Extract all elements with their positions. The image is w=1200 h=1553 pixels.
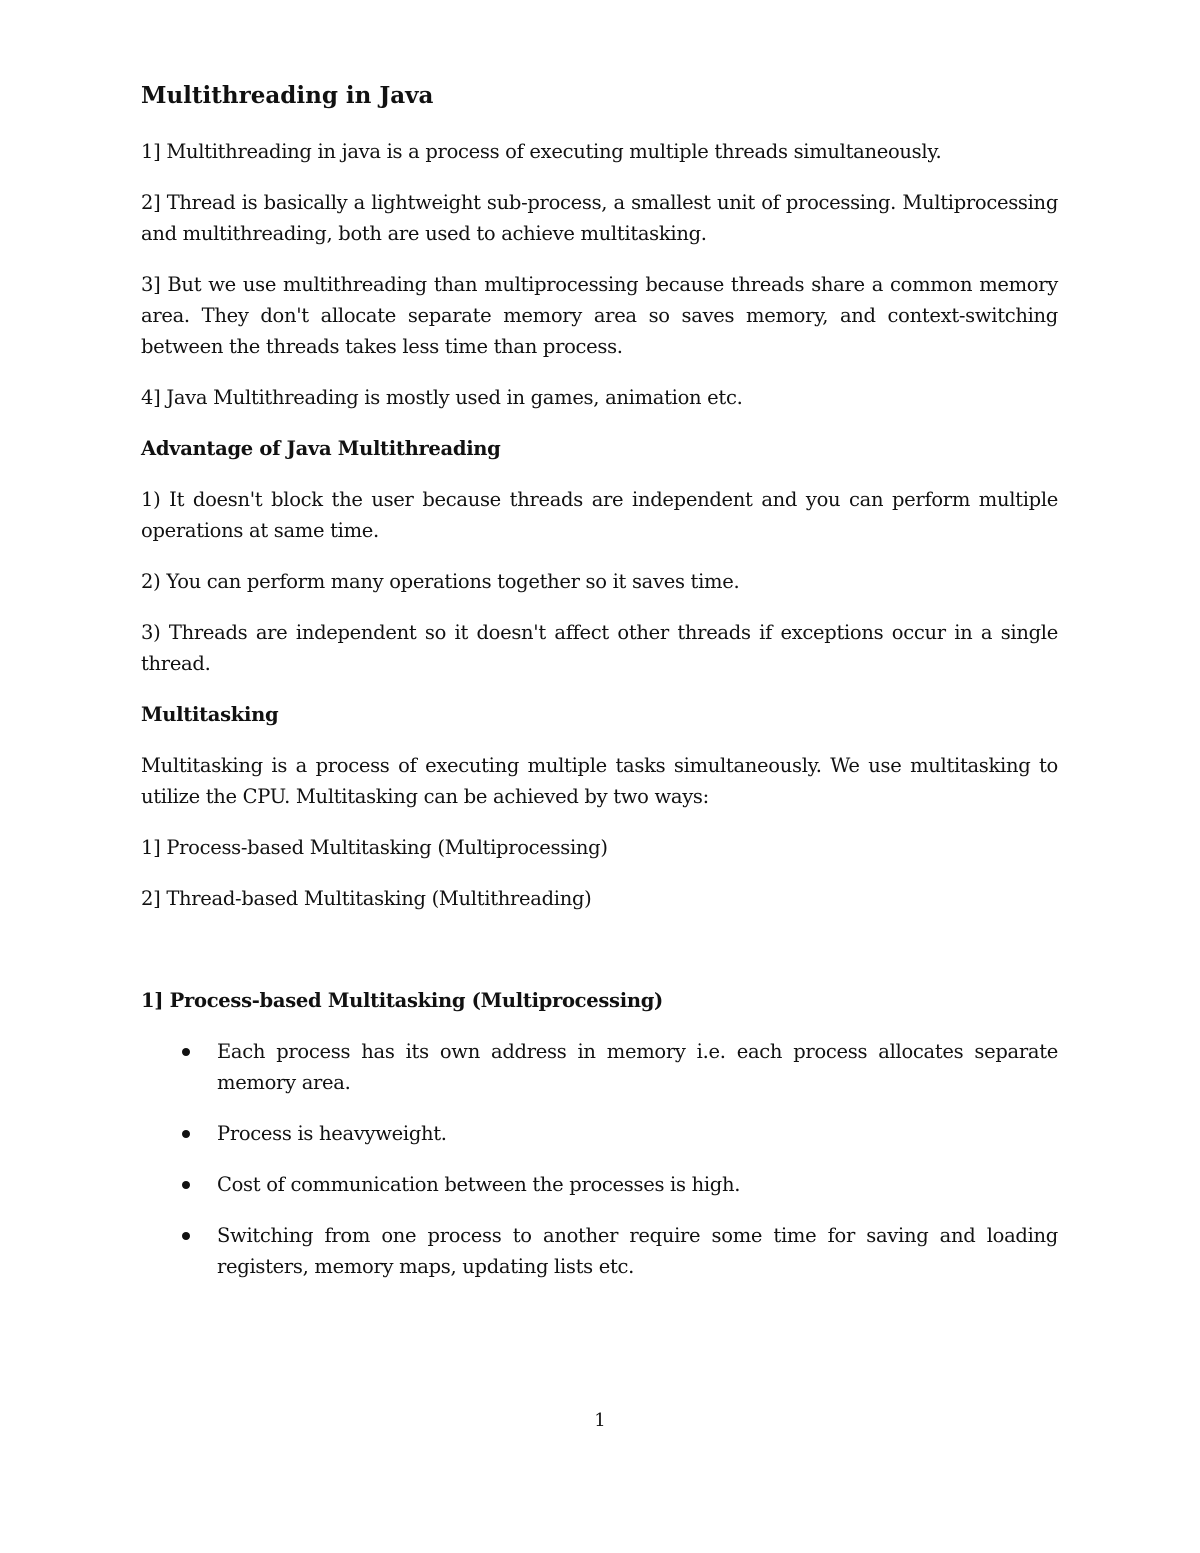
- document-title: Multithreading in Java: [141, 82, 434, 109]
- advantage-item-1: 1) It doesn't block the user because threads are independent and you can perform multiple operations at same time.: [141, 488, 1058, 542]
- advantage-item-2: 2) You can perform many operations together so it saves time.: [141, 570, 740, 593]
- bullet-text: Process is heavyweight.: [217, 1122, 447, 1145]
- bullet-icon: [182, 1130, 190, 1138]
- intro-paragraph-3: 3] But we use multithreading than multiprocessing because threads share a common memory area. They don't allocate separate memory area so saves memory, and context-switching between the threads takes less time than process.: [141, 273, 1058, 358]
- intro-paragraph-1: 1] Multithreading in java is a process of executing multiple threads simultaneously.: [141, 140, 942, 163]
- bullet-icon: [182, 1181, 190, 1189]
- bullet-item: [141, 1118, 1058, 1149]
- bullet-item: [141, 1220, 1058, 1282]
- multitasking-description: Multitasking is a process of executing multiple tasks simultaneously. We use multitasking to utilize the CPU. Multitasking can be achieved by two ways:: [141, 754, 1058, 808]
- bullet-item: [141, 1036, 1058, 1098]
- process-based-heading: 1] Process-based Multitasking (Multiprocessing): [141, 989, 663, 1012]
- bullet-item: [141, 1169, 1058, 1200]
- advantages-heading: Advantage of Java Multithreading: [141, 437, 501, 460]
- bullet-text: Switching from one process to another require some time for saving and loading registers, memory maps, updating lists etc.: [217, 1224, 1058, 1278]
- multitasking-heading: Multitasking: [141, 703, 279, 726]
- bullet-icon: [182, 1232, 190, 1240]
- page-number: 1: [594, 1410, 606, 1431]
- bullet-text: Cost of communication between the processes is high.: [217, 1173, 741, 1196]
- intro-paragraph-4: 4] Java Multithreading is mostly used in games, animation etc.: [141, 386, 743, 409]
- process-based-bullet-list: [141, 1036, 1058, 1282]
- multitasking-way-2: 2] Thread-based Multitasking (Multithreading): [141, 887, 592, 910]
- bullet-text: Each process has its own address in memory i.e. each process allocates separate memory area.: [217, 1040, 1058, 1094]
- section-spacer: [141, 934, 1058, 985]
- multitasking-way-1: 1] Process-based Multitasking (Multiprocessing): [141, 836, 608, 859]
- advantage-item-3: 3) Threads are independent so it doesn't affect other threads if exceptions occur in a single thread.: [141, 621, 1058, 675]
- document-page: [141, 78, 1058, 1302]
- intro-paragraph-2: 2] Thread is basically a lightweight sub-process, a smallest unit of processing. Multiprocessing and multithreading, both are used to achieve multitasking.: [141, 191, 1058, 245]
- bullet-icon: [182, 1048, 190, 1056]
